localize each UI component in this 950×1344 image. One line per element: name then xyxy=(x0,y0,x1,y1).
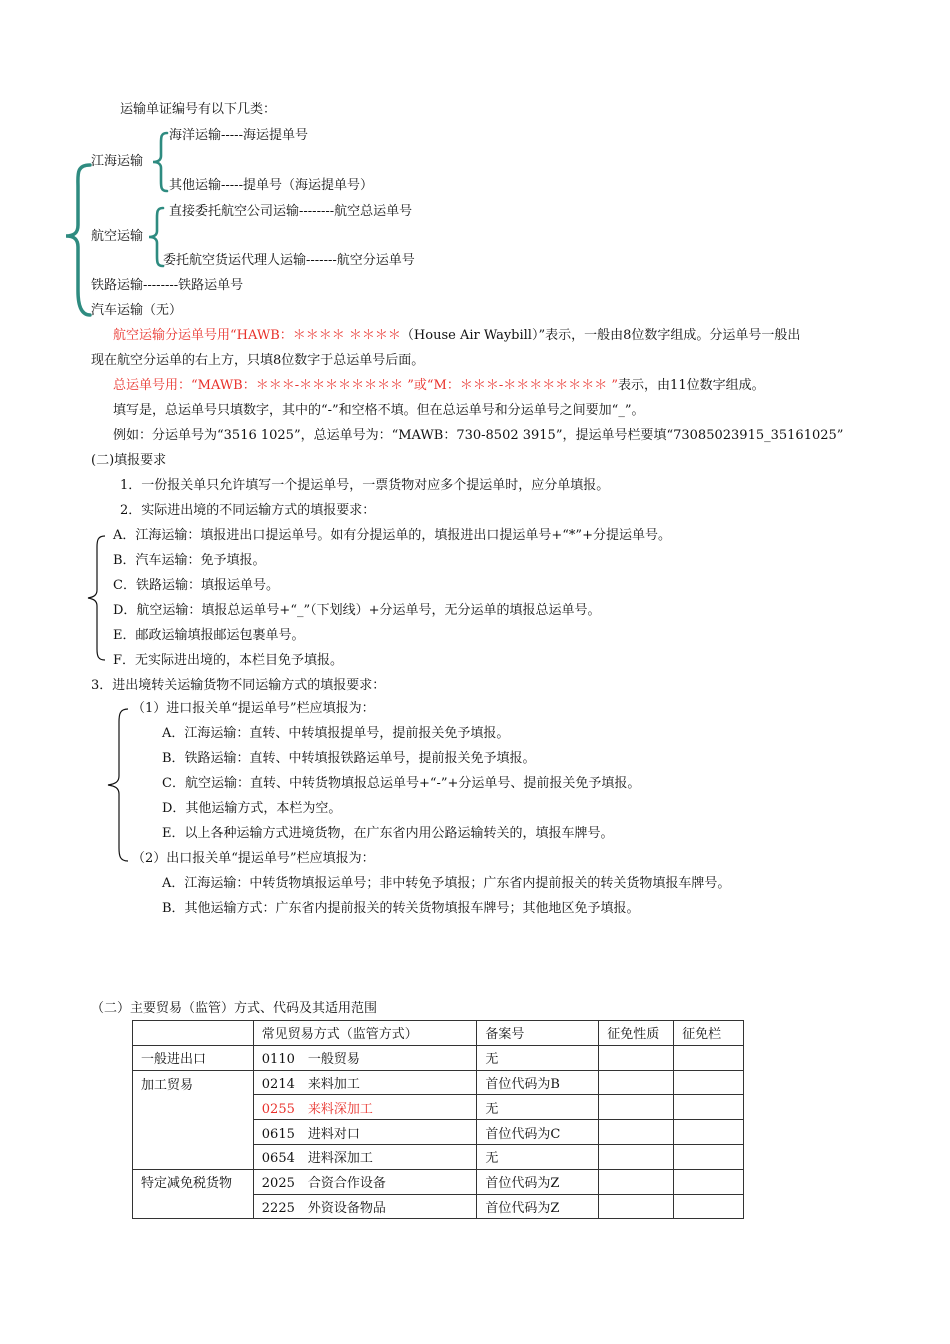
other-transport: 其他运输-----提单号（海运提单号） xyxy=(169,178,373,193)
cell-category xyxy=(133,1095,254,1120)
list-brace xyxy=(86,535,108,661)
import-list-e: E．以上各种运输方式进境货物，在广东省内用公路运输转关的，填报车牌号。 xyxy=(162,826,614,841)
table-row xyxy=(133,1120,744,1145)
example-note: 例如：分运单号为“3516 1025”，总运单号为：“MAWB：730-8502 3915”，提运单号栏要填“73085023915_35161025” xyxy=(113,428,844,443)
air-direct: 直接委托航空公司运输--------航空总运单号 xyxy=(169,204,413,219)
cell-category: 加工贸易 xyxy=(133,1070,254,1095)
table-title: （二）主要贸易（监管）方式、代码及其适用范围 xyxy=(91,1001,378,1016)
table-row xyxy=(133,1095,744,1120)
header-mode: 常见贸易方式（监管方式） xyxy=(253,1021,477,1046)
req-list-b: B．汽车运输：免予填报。 xyxy=(113,553,266,568)
cell-empty xyxy=(599,1070,674,1095)
import-list-d: D．其他运输方式，本栏为空。 xyxy=(162,801,342,816)
main-brace xyxy=(64,163,94,318)
air-agent: 委托航空货运代理人运输-------航空分运单号 xyxy=(163,253,415,268)
trade-mode-table xyxy=(132,1020,744,1219)
table-row xyxy=(133,1144,744,1169)
cell-mode: 0654 进料深加工 xyxy=(253,1144,477,1169)
cell-record: 首位代码为Z xyxy=(477,1169,599,1194)
cell-mode: 0214 来料加工 xyxy=(253,1070,477,1095)
cell-empty xyxy=(599,1169,674,1194)
cell-record: 无 xyxy=(477,1095,599,1120)
table-header-row xyxy=(133,1021,744,1046)
jianghai-brace xyxy=(150,131,170,193)
mawb-format: 总运单号用：“MAWB：＊＊＊-＊＊＊＊＊＊＊＊ ”或“M：＊＊＊-＊＊＊＊＊＊＊＊ ” xyxy=(113,378,619,393)
sea-transport: 海洋运输-----海运提单号 xyxy=(169,128,308,143)
air-label: 航空运输 xyxy=(91,229,144,244)
cell-empty xyxy=(674,1045,744,1070)
import-list-a: A．江海运输：直转、中转填报提单号，提前报关免予填报。 xyxy=(162,726,510,741)
cell-empty xyxy=(599,1144,674,1169)
req-list-a: A．江海运输：填报进出口提运单号。如有分提运单的，填报进出口提运单号+“*”+分提运单号。 xyxy=(113,528,671,543)
cell-record: 首位代码为C xyxy=(477,1120,599,1145)
cell-category: 一般进出口 xyxy=(133,1045,254,1070)
header-levy-nature: 征免性质 xyxy=(599,1021,674,1046)
cell-category xyxy=(133,1194,254,1219)
hawb-format: 航空运输分运单号用“HAWB：＊＊＊＊ ＊＊＊＊ xyxy=(113,328,401,343)
cell-empty xyxy=(674,1194,744,1219)
cell-empty xyxy=(674,1144,744,1169)
cell-category xyxy=(133,1144,254,1169)
cell-record: 无 xyxy=(477,1144,599,1169)
cell-mode: 0255 来料深加工 xyxy=(253,1095,477,1120)
import-title: （1）进口报关单“提运单号”栏应填报为： xyxy=(132,701,375,716)
req-list-f: F．无实际进出境的，本栏目免予填报。 xyxy=(113,653,344,668)
road-transport: 汽车运输（无） xyxy=(91,303,183,318)
hawb-note-cont: 现在航空分运单的右上方，只填8位数字于总运单号后面。 xyxy=(91,353,425,368)
cell-empty xyxy=(674,1169,744,1194)
export-list-b: B．其他运输方式：广东省内提前报关的转关货物填报车牌号；其他地区免予填报。 xyxy=(162,901,640,916)
fill-note: 填写是，总运单号只填数字，其中的“-”和空格不填。但在总运单号和分运单号之间要加“_”。 xyxy=(113,403,645,418)
jianghai-label: 江海运输 xyxy=(91,154,144,169)
req-item-1: 1．一份报关单只允许填写一个提运单号，一票货物对应多个提运单时，应分单填报。 xyxy=(120,478,610,493)
table-row xyxy=(133,1169,744,1194)
table-row xyxy=(133,1045,744,1070)
header-record: 备案号 xyxy=(477,1021,599,1046)
export-list-a: A．江海运输：中转货物填报运单号；非中转免予填报；广东省内提前报关的转关货物填报车牌号。 xyxy=(162,876,731,891)
req-list-c: C．铁路运输：填报运单号。 xyxy=(113,578,279,593)
cell-empty xyxy=(599,1194,674,1219)
import-list-b: B．铁路运输：直转、中转填报铁路运单号，提前报关免予填报。 xyxy=(162,751,536,766)
cell-category: 特定减免税货物 xyxy=(133,1169,254,1194)
rail-transport: 铁路运输--------铁路运单号 xyxy=(91,278,244,293)
import-list-c: C．航空运输：直转、中转货物填报总运单号+“-”+分运单号、提前报关免予填报。 xyxy=(162,776,641,791)
export-title: （2）出口报关单“提运单号”栏应填报为： xyxy=(132,851,375,866)
cell-mode: 0110 一般贸易 xyxy=(253,1045,477,1070)
cell-category xyxy=(133,1120,254,1145)
cell-empty xyxy=(599,1095,674,1120)
cell-mode: 2025 合资合作设备 xyxy=(253,1169,477,1194)
cell-empty xyxy=(599,1045,674,1070)
cell-empty xyxy=(674,1120,744,1145)
cell-mode: 2225 外资设备物品 xyxy=(253,1194,477,1219)
cell-record: 无 xyxy=(477,1045,599,1070)
hawb-desc: （House Air Waybill）”表示，一般由8位数字组成。分运单号一般出 xyxy=(400,328,801,343)
cell-record: 首位代码为B xyxy=(477,1070,599,1095)
header-levy-column: 征免栏 xyxy=(674,1021,744,1046)
table-row xyxy=(133,1194,744,1219)
req-item-3: 3．进出境转关运输货物不同运输方式的填报要求： xyxy=(91,678,386,693)
cell-empty xyxy=(599,1120,674,1145)
hawb-note xyxy=(113,327,800,345)
mawb-desc: 表示，由11位数字组成。 xyxy=(618,378,765,393)
section2-title: (二)填报要求 xyxy=(91,453,167,468)
mawb-note xyxy=(113,377,765,395)
table-row xyxy=(133,1070,744,1095)
cell-mode: 0615 进料对口 xyxy=(253,1120,477,1145)
req-list-d: D．航空运输：填报总运单号+“_”（下划线）+分运单号，无分运单的填报总运单号。 xyxy=(113,603,601,618)
req-item-2: 2．实际进出境的不同运输方式的填报要求： xyxy=(120,503,376,518)
header-category xyxy=(133,1021,254,1046)
req-list-e: E．邮政运输填报邮运包裹单号。 xyxy=(113,628,305,643)
cell-empty xyxy=(674,1070,744,1095)
intro-text: 运输单证编号有以下几类： xyxy=(120,102,277,117)
transfer-brace xyxy=(106,708,132,862)
cell-empty xyxy=(674,1095,744,1120)
cell-record: 首位代码为Z xyxy=(477,1194,599,1219)
